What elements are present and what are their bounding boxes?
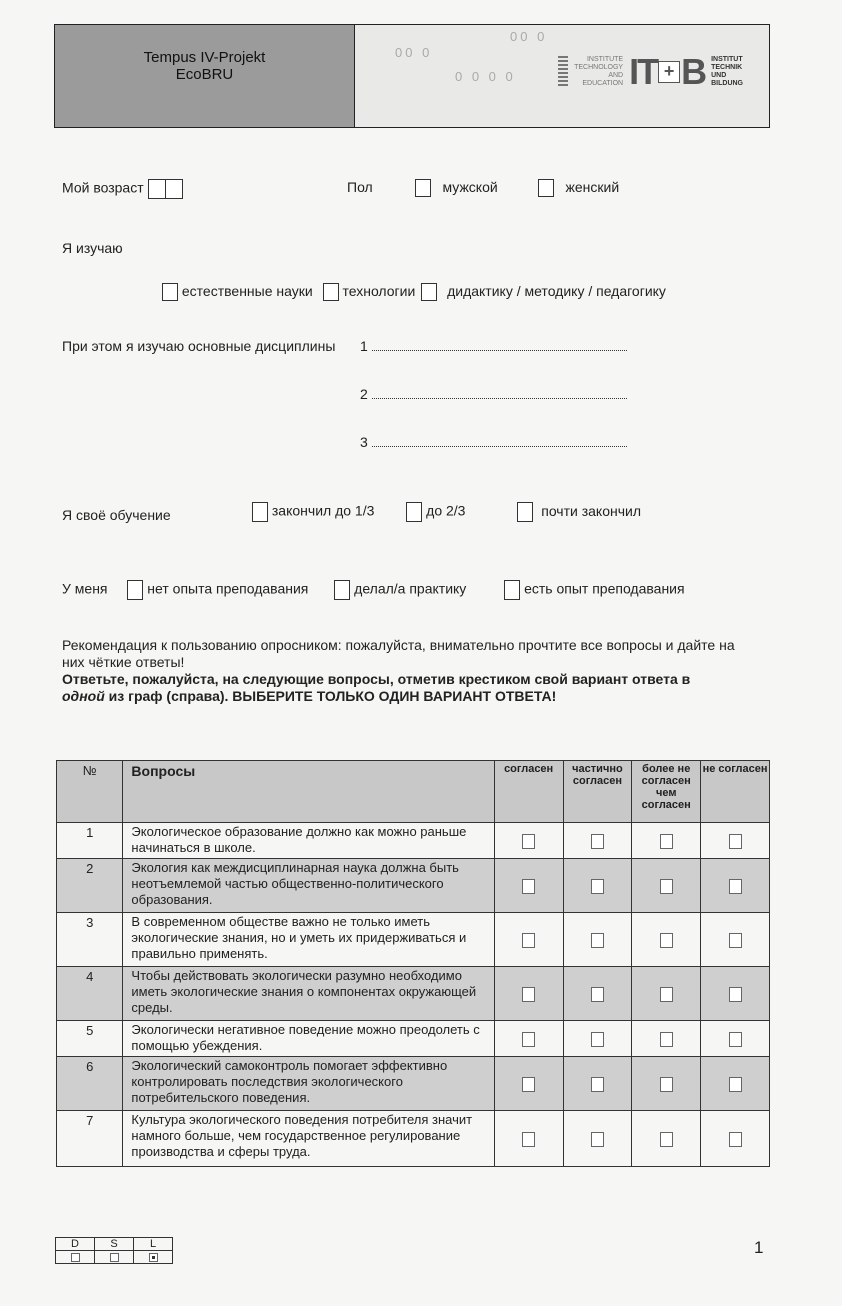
question-number: 4 bbox=[57, 967, 123, 1021]
discipline-2-line[interactable] bbox=[360, 386, 627, 402]
answer-agree-checkbox[interactable] bbox=[522, 1132, 535, 1147]
answer-partly-agree-checkbox[interactable] bbox=[591, 933, 604, 948]
answer-disagree-checkbox[interactable] bbox=[729, 987, 742, 1002]
answer-partly-agree-checkbox[interactable] bbox=[591, 879, 604, 894]
answer-partly-agree-checkbox[interactable] bbox=[591, 1032, 604, 1047]
finished-two-thirds-checkbox[interactable] bbox=[406, 502, 422, 522]
answer-agree-checkbox[interactable] bbox=[522, 987, 535, 1002]
disciplines-label: При этом я изучаю основные дисциплины bbox=[62, 338, 336, 354]
question-text: Экологическое образование должно как можно раньше начинаться в школе. bbox=[123, 823, 494, 859]
dsl-d-checkbox[interactable] bbox=[71, 1253, 80, 1262]
answer-disagree-checkbox[interactable] bbox=[729, 1077, 742, 1092]
answer-disagree-checkbox[interactable] bbox=[729, 933, 742, 948]
logo-text-de-1: INSTITUT bbox=[711, 56, 743, 63]
experience-field bbox=[62, 580, 685, 600]
teaching-experience-checkbox[interactable] bbox=[504, 580, 520, 600]
answer-partly-agree-checkbox[interactable] bbox=[591, 1132, 604, 1147]
project-line-2: EcoBRU bbox=[175, 66, 234, 83]
no-teaching-label: нет опыта преподавания bbox=[147, 580, 309, 597]
column-questions: Вопросы bbox=[123, 761, 494, 823]
age-digit-1-box[interactable] bbox=[148, 179, 166, 199]
page-number: 1 bbox=[754, 1238, 764, 1257]
practice-checkbox[interactable] bbox=[334, 580, 350, 600]
study-label: Я изучаю bbox=[62, 240, 123, 256]
natural-sciences-label: естественные науки bbox=[181, 283, 313, 299]
question-text: Экологический самоконтроль помогает эффективно контролировать последствия экологического потребительского поведения. bbox=[123, 1057, 494, 1111]
finished-third-label: закончил до 1/3 bbox=[271, 502, 375, 519]
question-number: 7 bbox=[57, 1111, 123, 1167]
dsl-s-checkbox[interactable] bbox=[110, 1253, 119, 1262]
answer-more-disagree-checkbox[interactable] bbox=[660, 1077, 673, 1092]
practice-label: делал/а практику bbox=[354, 580, 467, 597]
age-digit-2-box[interactable] bbox=[165, 179, 183, 199]
male-checkbox[interactable] bbox=[415, 179, 431, 197]
question-number: 1 bbox=[57, 823, 123, 859]
answer-disagree-checkbox[interactable] bbox=[729, 879, 742, 894]
logo-text-de-3: UND bbox=[711, 72, 727, 79]
answer-agree-checkbox[interactable] bbox=[522, 1032, 535, 1047]
no-teaching-checkbox[interactable] bbox=[127, 580, 143, 600]
discipline-1-input[interactable] bbox=[372, 340, 627, 351]
almost-finished-label: почти закончил bbox=[541, 502, 642, 519]
column-disagree: не согласен bbox=[701, 761, 770, 823]
logo-text-de-4: BILDUNG bbox=[711, 80, 743, 87]
finished-two-thirds-label: до 2/3 bbox=[426, 502, 466, 519]
study-options bbox=[162, 283, 666, 301]
answer-more-disagree-checkbox[interactable] bbox=[660, 933, 673, 948]
discipline-3-line[interactable] bbox=[360, 434, 627, 450]
answer-partly-agree-checkbox[interactable] bbox=[591, 1077, 604, 1092]
itb-logo bbox=[558, 51, 743, 93]
almost-finished-checkbox[interactable] bbox=[517, 502, 533, 522]
question-text: Чтобы действовать экологически разумно необходимо иметь экологические знания о компонентах окружающей среды. bbox=[123, 967, 494, 1021]
instruction-choose-one: из граф (справа). ВЫБЕРИТЕ ТОЛЬКО ОДИН ВАРИАНТ ОТВЕТА! bbox=[104, 688, 557, 704]
discipline-1-line[interactable] bbox=[360, 338, 627, 354]
table-row bbox=[57, 1057, 770, 1111]
progress-label: Я своё обучение bbox=[62, 507, 171, 523]
table-row bbox=[57, 913, 770, 967]
itb-logo-mark: IT + B bbox=[629, 51, 706, 92]
answer-more-disagree-checkbox[interactable] bbox=[660, 987, 673, 1002]
dsl-box bbox=[55, 1237, 173, 1264]
question-number: 2 bbox=[57, 859, 123, 913]
technology-label: технологии bbox=[342, 283, 416, 299]
experience-label: У меня bbox=[62, 580, 108, 597]
male-label: мужской bbox=[442, 179, 498, 195]
logo-text-en-2: TECHNOLOGY bbox=[574, 64, 624, 71]
pedagogy-checkbox[interactable] bbox=[421, 283, 437, 301]
question-text: Культура экологического поведения потребителя значит намного больше, чем государственное регулирование производства и сферы труда. bbox=[123, 1111, 494, 1167]
answer-agree-checkbox[interactable] bbox=[522, 933, 535, 948]
column-number: № bbox=[57, 761, 123, 823]
table-row bbox=[57, 1021, 770, 1057]
column-agree: согласен bbox=[494, 761, 563, 823]
table-row bbox=[57, 967, 770, 1021]
logo-text-en-1: INSTITUTE bbox=[586, 56, 624, 63]
instruction-answer bbox=[62, 671, 752, 705]
female-label: женский bbox=[565, 179, 620, 195]
natural-sciences-checkbox[interactable] bbox=[162, 283, 178, 301]
table-row bbox=[57, 859, 770, 913]
logo-text-de-2: TECHNIK bbox=[711, 64, 743, 71]
table-header-row bbox=[57, 761, 770, 823]
female-checkbox[interactable] bbox=[538, 179, 554, 197]
logo-text-en-4: EDUCATION bbox=[582, 80, 624, 87]
instruction-answer-line: Ответьте, пожалуйста, на следующие вопросы, отметив крестиком свой вариант ответа в bbox=[62, 671, 691, 687]
question-text: В современном обществе важно не только иметь экологические знания, но и уметь их придерживаться и правильно применять. bbox=[123, 913, 494, 967]
discipline-3-input[interactable] bbox=[372, 436, 627, 447]
teaching-experience-label: есть опыт преподавания bbox=[524, 580, 685, 597]
barcode-icon bbox=[558, 56, 568, 88]
survey-table bbox=[56, 760, 770, 1167]
dsl-l-checkbox-checked[interactable] bbox=[149, 1253, 158, 1262]
instruction-italic: одной bbox=[62, 688, 105, 704]
discipline-2-input[interactable] bbox=[372, 388, 627, 399]
technology-checkbox[interactable] bbox=[323, 283, 339, 301]
dsl-label-l: L bbox=[134, 1238, 173, 1251]
finished-third-checkbox[interactable] bbox=[252, 502, 268, 522]
answer-more-disagree-checkbox[interactable] bbox=[660, 1132, 673, 1147]
age-field bbox=[62, 179, 183, 199]
age-label: Мой возраст bbox=[62, 179, 144, 196]
answer-partly-agree-checkbox[interactable] bbox=[591, 834, 604, 849]
dsl-label-d: D bbox=[56, 1238, 95, 1251]
instruction-recommendation: Рекомендация к пользованию опросником: пожалуйста, внимательно прочтите все вопросы и дайте на них чёткие ответы! bbox=[62, 637, 735, 670]
question-number: 5 bbox=[57, 1021, 123, 1057]
question-number: 6 bbox=[57, 1057, 123, 1111]
column-more-disagree: более не согласен чем согласен bbox=[632, 761, 701, 823]
question-text: Экология как междисциплинарная наука должна быть неотъемлемой частью общественно-политического образования. bbox=[123, 859, 494, 913]
discipline-2-number: 2 bbox=[360, 386, 368, 402]
question-text: Экологически негативное поведение можно преодолеть с помощью убеждения. bbox=[123, 1021, 494, 1057]
answer-agree-checkbox[interactable] bbox=[522, 1077, 535, 1092]
project-title bbox=[55, 25, 355, 127]
project-line-1: Tempus IV-Projekt bbox=[143, 49, 266, 66]
table-row bbox=[57, 1111, 770, 1167]
answer-more-disagree-checkbox[interactable] bbox=[660, 1032, 673, 1047]
question-number: 3 bbox=[57, 913, 123, 967]
answer-disagree-checkbox[interactable] bbox=[729, 1132, 742, 1147]
table-row bbox=[57, 823, 770, 859]
dsl-label-s: S bbox=[95, 1238, 134, 1251]
answer-disagree-checkbox[interactable] bbox=[729, 834, 742, 849]
discipline-3-number: 3 bbox=[360, 434, 368, 450]
instructions bbox=[62, 637, 752, 705]
answer-disagree-checkbox[interactable] bbox=[729, 1032, 742, 1047]
header-box bbox=[54, 24, 770, 128]
sex-field bbox=[347, 179, 619, 197]
discipline-1-number: 1 bbox=[360, 338, 368, 354]
answer-more-disagree-checkbox[interactable] bbox=[660, 834, 673, 849]
progress-options bbox=[252, 502, 641, 522]
column-partly-agree: частично согласен bbox=[563, 761, 632, 823]
answer-agree-checkbox[interactable] bbox=[522, 834, 535, 849]
answer-partly-agree-checkbox[interactable] bbox=[591, 987, 604, 1002]
pedagogy-label: дидактику / методику / педагогику bbox=[447, 283, 666, 299]
answer-more-disagree-checkbox[interactable] bbox=[660, 879, 673, 894]
institute-logo-area: 00 0 0 0 0 0 00 0 INSTITUTE TECHNOLOGY AND EDUCATION IT + B INSTITUT TECHNIK UND BILDUNG bbox=[355, 25, 769, 127]
sex-label: Пол bbox=[347, 179, 373, 195]
answer-agree-checkbox[interactable] bbox=[522, 879, 535, 894]
logo-text-en-3: AND bbox=[608, 72, 624, 79]
